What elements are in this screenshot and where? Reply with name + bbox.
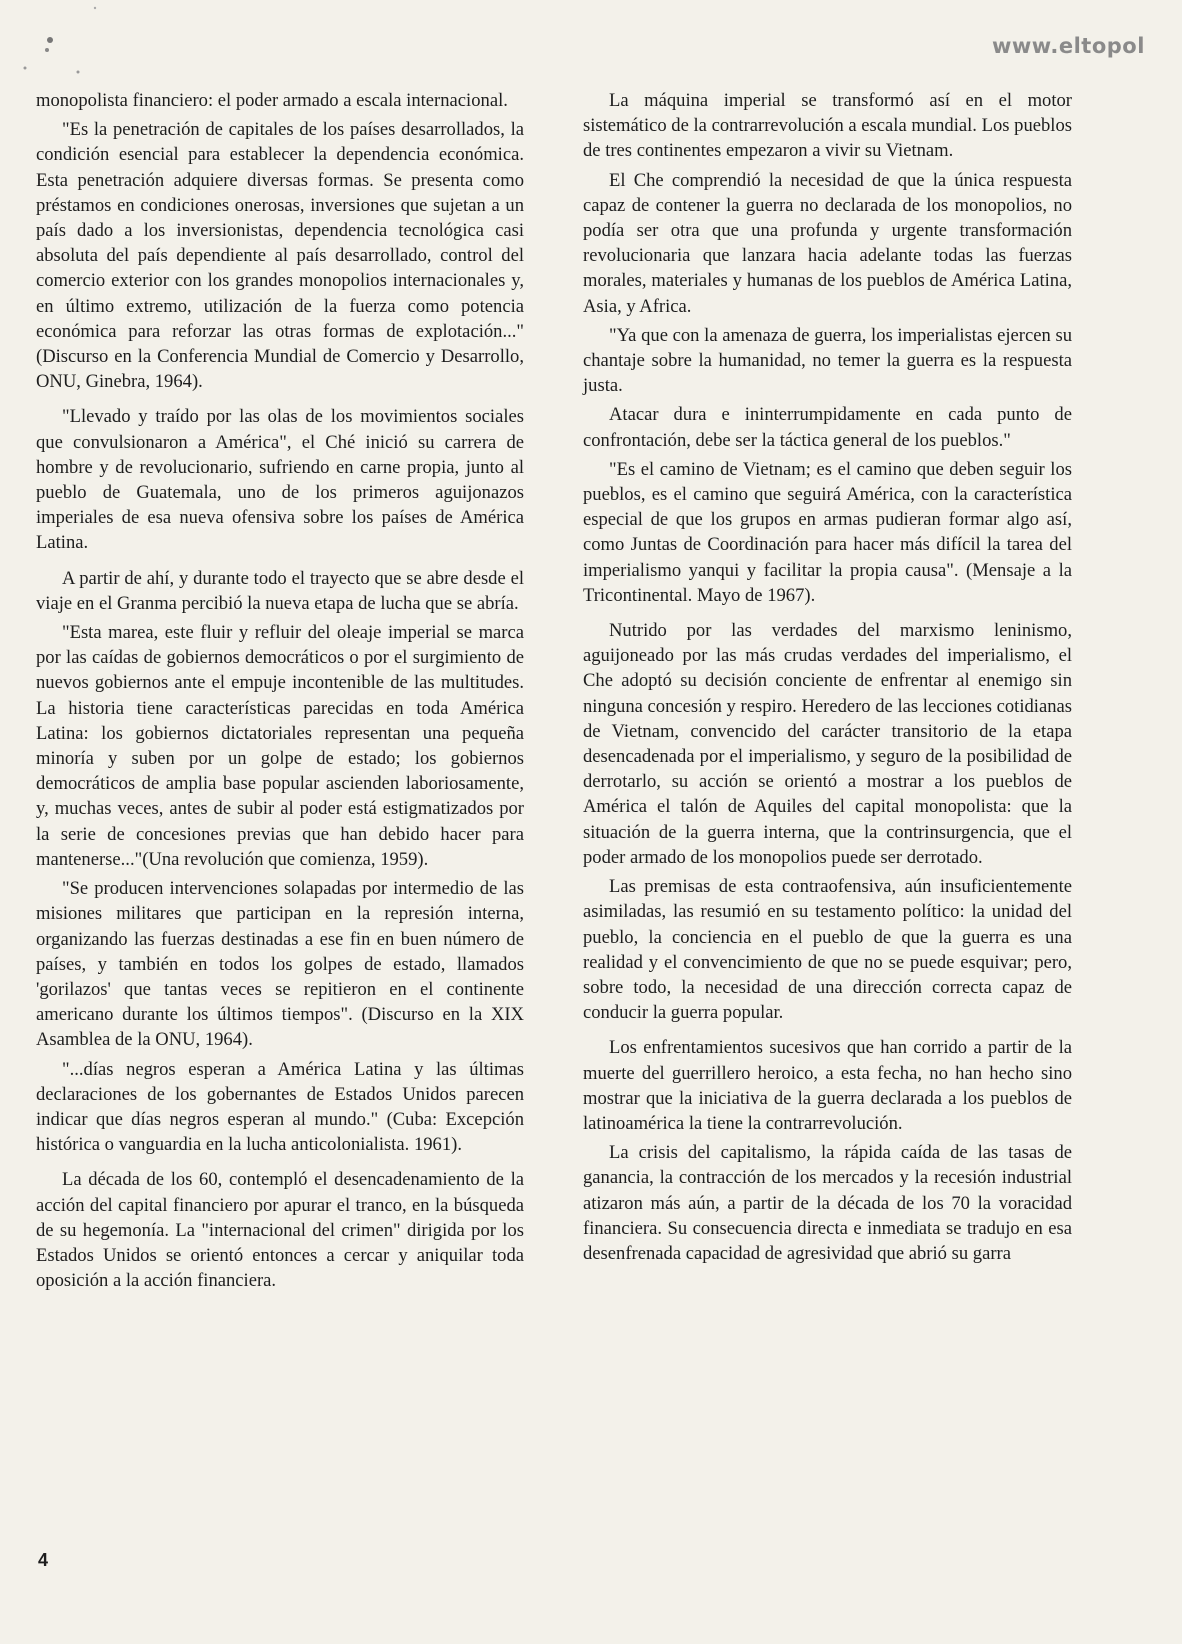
paragraph: Atacar dura e ininterrumpidamente en cada punto de confrontación, debe ser la táctica general de los pueblos." bbox=[583, 404, 1072, 451]
paragraph: La máquina imperial se transformó así en el motor sistemático de la contrarrevolución a escala mundial. Los pueblos de tres continentes empezaron a vivir su Vietnam. bbox=[583, 90, 1072, 162]
paragraph: "Es la penetración de capitales de los países desarrollados, la condición esencial para establecer la dependencia económica. Esta penetración adquiere diversas formas. Se presenta como préstamos en condiciones onerosas, inversiones que sujetan a un país dado a los inversionistas, dependencia tecnológica casi absoluta del país dependiente al país desarrollado, control del comercio exterior con los grandes monopolios internacionales y, en último extremo, utilización de la fuerza como potencia económica para reforzar las otras formas de explotación..." (Discurso en la Conferencia Mundial de Comercio y Desarrollo, ONU, Ginebra, 1964). bbox=[36, 119, 524, 393]
paragraph: "Se producen intervenciones solapadas por intermedio de las misiones militares que participan en la represión interna, organizando las fuerzas destinadas a ese fin en buen número de países, y también en todos los golpes de estado, llamados 'gorilazos' que tantas veces se repitieron en el continente americano durante los últimos tiempos". (Discurso en la XIX Asamblea de la ONU, 1964). bbox=[36, 878, 524, 1051]
paragraph: El Che comprendió la necesidad de que la única respuesta capaz de contener la guerra no declarada de los monopolios, no podía ser otra que una profunda y urgente transformación revolucionaria que lanzara hacia adelante todas las fuerzas morales, materiales y humanas de los pueblos de América Latina, Asia, y Africa. bbox=[583, 169, 1072, 317]
paragraph: "...días negros esperan a América Latina y las últimas declaraciones de los gobernantes de Estados Unidos parecen indicar que días negros esperan al mundo." (Cuba: Excepción histórica o vanguardia en la lucha anticolonialista. 1961). bbox=[36, 1058, 524, 1156]
paragraph: Nutrido por las verdades del marxismo leninismo, aguijoneado por las más crudas verdades del imperialismo, el Che adoptó su decisión conciente de enfrentar al enemigo sin ninguna concesión y respiro. Heredero de las lecciones cotidianas de Vietnam, convencido del carácter transitorio de la etapa desencadenada por el imperialismo, y seguro de la posibilidad de derrotarlo, su acción se orientó a mostrar a los pueblos de América el talón de Aquiles del capital monopolista: que la situación de la guerra interna, que la contrinsurgencia, que el poder armado de los monopolios puede ser derrotado. bbox=[583, 620, 1072, 868]
paragraph: "Ya que con la amenaza de guerra, los imperialistas ejercen su chantaje sobre la humanidad, no temer la guerra es la respuesta justa. bbox=[583, 324, 1072, 397]
paragraph: Los enfrentamientos sucesivos que han corrido a partir de la muerte del guerrillero heroico, a esta fecha, no han hecho sino mostrar que la iniciativa de la guerra declarada a los pueblos de latinoamérica la tiene la contrarrevolución. bbox=[583, 1037, 1072, 1134]
paragraph: "Llevado y traído por las olas de los movimientos sociales que convulsionaron a América", el Ché inició su carrera de hombre y de revolucionario, sufriendo en carne propia, junto al pueblo de Guatemala, uno de los primeros aguijonazos imperiales de esa nueva ofensiva sobre los países de América Latina. bbox=[36, 406, 524, 554]
scan-speck-marks bbox=[0, 0, 120, 80]
page-number: 4 bbox=[38, 1550, 49, 1570]
paragraph: A partir de ahí, y durante todo el trayecto que se abre desde el viaje en el Granma percibió la nueva etapa de lucha que se abría. bbox=[36, 567, 524, 614]
paragraph: "Es el camino de Vietnam; es el camino que deben seguir los pueblos, es el camino que seguirá América, con la característica especial de que los grupos en armas pudieran formar algo así, como Juntas de Coordinación para hacer más difícil la tarea del imperialismo yanqui y facilitar la propia causa". (Mensaje a la Tricontinental. Mayo de 1967). bbox=[583, 458, 1072, 606]
paragraph: La crisis del capitalismo, la rápida caída de las tasas de ganancia, la contracción de los mercados y la recesión industrial atizaron más aún, a partir de la década de los 70 la voracidad financiera. Su consecuencia directa e inmediata se tradujo en esa desenfrenada capacidad de agresividad que abrió su garra bbox=[583, 1142, 1072, 1264]
paragraph: La década de los 60, contempló el desencadenamiento de la acción del capital financiero por apurar el tranco, en la búsqueda de su hegemonía. La "internacional del crimen" dirigida por los Estados Unidos se orientó entonces a cercar y aniquilar toda oposición a la acción financiera. bbox=[36, 1169, 524, 1292]
right-column bbox=[583, 88, 1072, 1270]
paragraph: Las premisas de esta contraofensiva, aún insuficientemente asimiladas, las resumió en su testamento político: la unidad del pueblo, la conciencia en el pueblo de que la guerra es una realidad y el convencimiento de que no se puede esquivar; pero, sobre todo, la necesidad de una dirección correcta capaz de conducir la guerra popular. bbox=[583, 876, 1072, 1024]
paragraph: "Esta marea, este fluir y refluir del oleaje imperial se marca por las caídas de gobiernos democráticos o por el surgimiento de nuevos gobiernos ante el empuje incontenible de las multitudes. La historia tiene características parecidas en toda América Latina: los gobiernos dictatoriales representan una pequeña minoría y suben por un golpe de estado; los gobiernos democráticos de amplia base popular ascienden laboriosamente, y, muchas veces, antes de subir al poder está estigmatizados por la serie de concesiones previas que han debido hacer para mantenerse..."(Una revolución que comienza, 1959). bbox=[36, 622, 524, 870]
left-column bbox=[36, 88, 524, 1297]
paragraph: monopolista financiero: el poder armado a escala internacional. bbox=[36, 90, 508, 111]
watermark: www.eltopol bbox=[992, 34, 1145, 58]
